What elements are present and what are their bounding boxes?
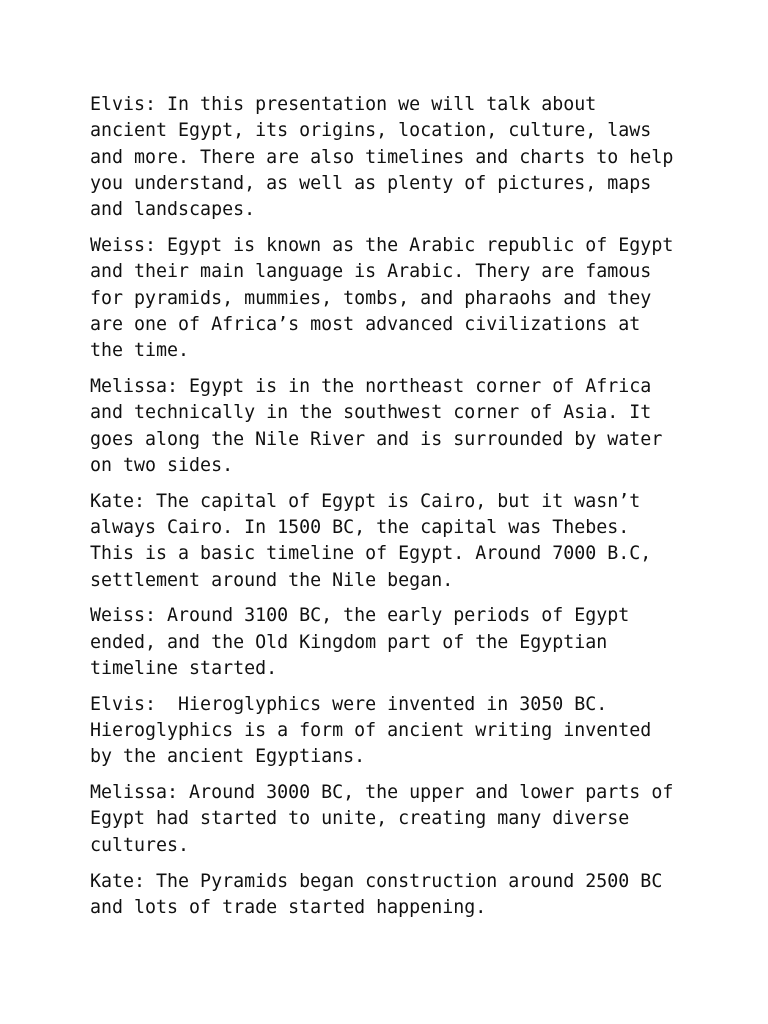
paragraph-melissa-location: Melissa: Egypt is in the northeast corner of Africa and technically in the southwest corner of Asia. It goes along the Nile River and is surrounded by water on two sides.	[90, 375, 663, 476]
paragraph-melissa-unification: Melissa: Around 3000 BC, the upper and lower parts of Egypt had started to unite, creating many diverse cultures.	[90, 782, 674, 856]
paragraph-elvis-hieroglyphics: Elvis: Hieroglyphics were invented in 3050 BC. Hieroglyphics is a form of ancient writing invented by the ancient Egyptians.	[90, 693, 652, 768]
paragraph-weiss-old-kingdom: Weiss: Around 3100 BC, the early periods of Egypt ended, and the Old Kingdom part of the Egyptian timeline started.	[90, 605, 630, 679]
paragraph-kate-pyramids: Kate: The Pyramids began construction around 2500 BC and lots of trade started happening.	[90, 870, 663, 918]
paragraph-weiss-overview: Weiss: Egypt is known as the Arabic republic of Egypt and their main language is Arabic. Thery are famous for pyramids, mummies, tombs, and pharaohs and they are one of Africa’s most advanced civilizations at the time.	[90, 234, 674, 362]
paragraph-elvis-intro: Elvis: In this presentation we will talk about ancient Egypt, its origins, location, culture, laws and more. There are also timelines and charts to help you understand, as well as plenty of pictures, maps and landscapes.	[90, 94, 674, 221]
transcript-body	[90, 92, 690, 931]
paragraph-kate-capital: Kate: The capital of Egypt is Cairo, but it wasn’t always Cairo. In 1500 BC, the capital was Thebes. This is a basic timeline of Egypt. Around 7000 B.C, settlement around the Nile began.	[90, 490, 652, 591]
